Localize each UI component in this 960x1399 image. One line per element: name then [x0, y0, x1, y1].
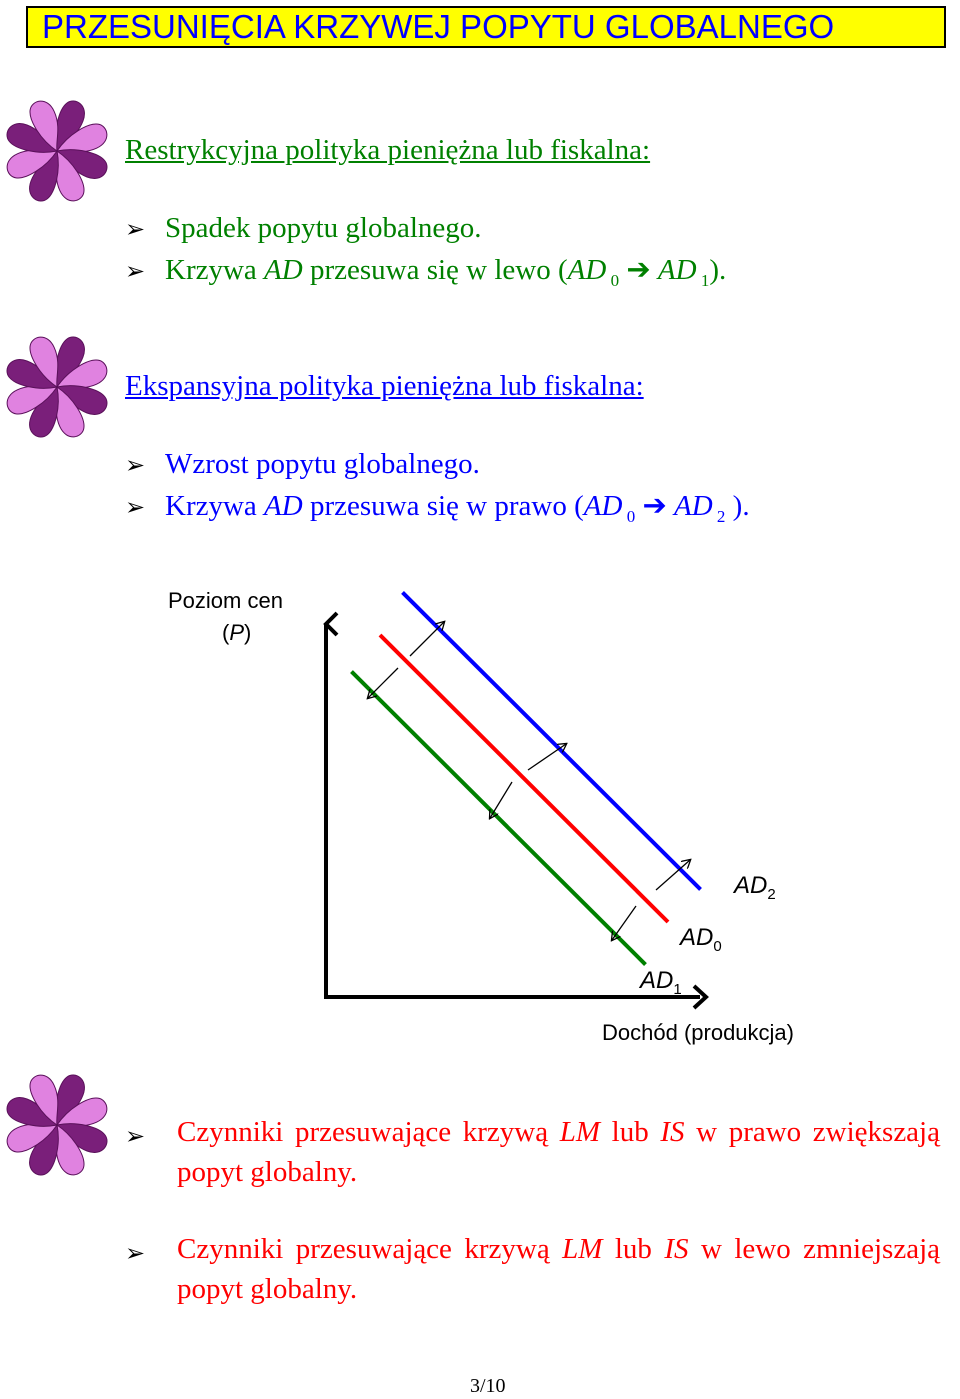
bullet-text: ).: [725, 490, 750, 522]
section-heading-expansive: Ekspansyjna polityka pieniężna lub fiskalna:: [125, 370, 644, 402]
shift-arrow: [410, 622, 444, 656]
right-arrow-icon: ➔: [626, 252, 651, 286]
ad-symbol: AD: [583, 490, 623, 522]
paragraph-text: Czynniki przesuwające krzywą LM lub IS w prawo zwiększają popyt globalny.: [177, 1116, 940, 1188]
paragraph-right-shift: [125, 1112, 940, 1192]
y-axis-label: Poziom cen: [168, 588, 283, 613]
arrowhead-bullet-icon: ➢: [125, 257, 146, 285]
bullet-text: Wzrost popytu globalnego.: [165, 448, 480, 480]
section-heading-restrictive: Restrykcyjna polityka pieniężna lub fiskalna:: [125, 134, 651, 166]
ad-symbol: AD: [264, 254, 303, 286]
page-number: 3/10: [470, 1375, 506, 1397]
right-arrow-icon: ➔: [642, 488, 667, 522]
subscript: 2: [716, 506, 726, 526]
shift-arrow: [490, 782, 512, 818]
arrowhead-bullet-icon: ➢: [125, 1122, 146, 1150]
subscript: 0: [626, 506, 636, 526]
arrowhead-bullet-icon: ➢: [125, 493, 146, 521]
ad-symbol: AD: [657, 254, 697, 286]
bullet-text: Spadek popytu globalnego.: [165, 212, 482, 244]
arrowhead-bullet-icon: ➢: [125, 1239, 146, 1267]
ad-symbol: AD: [264, 490, 303, 522]
curve-label-ad2: $AD_2$: [734, 872, 776, 903]
curve-ad0: [380, 635, 668, 922]
bullet-text: przesuwa się w lewo (: [302, 254, 568, 286]
ad-symbol: AD: [674, 490, 713, 522]
shift-arrow: [528, 744, 566, 770]
paragraph-text: Czynniki przesuwające krzywą LM lub IS w lewo zmniejszają popyt globalny.: [177, 1233, 941, 1305]
ad-symbol: AD: [567, 254, 607, 286]
arrowhead-bullet-icon: ➢: [125, 215, 146, 243]
arrowhead-bullet-icon: ➢: [125, 451, 146, 479]
bullet-text: przesuwa się w prawo (: [302, 490, 584, 522]
curve-ad2: [403, 592, 701, 889]
subscript: 0: [610, 270, 620, 290]
page-title: PRZESUNIĘCIA KRZYWEJ POPYTU GLOBALNEGO: [26, 6, 946, 48]
x-axis-label: Dochód (produkcja): [602, 1020, 794, 1045]
axes: [324, 624, 706, 1008]
subscript: 1: [700, 270, 710, 290]
curve-ad1: [351, 672, 645, 965]
shift-arrow: [368, 668, 398, 698]
curve-label-ad0: $AD_0$: [680, 924, 722, 955]
shift-arrow: [612, 906, 636, 940]
bullet-text: Krzywa: [165, 490, 265, 522]
bullet-text: Krzywa: [165, 254, 265, 286]
curve-label-ad1: $AD_1$: [640, 967, 682, 998]
paragraph-left-shift: [125, 1229, 940, 1309]
bullet-text: ).: [709, 254, 727, 286]
y-axis-symbol: (P): [222, 620, 252, 645]
